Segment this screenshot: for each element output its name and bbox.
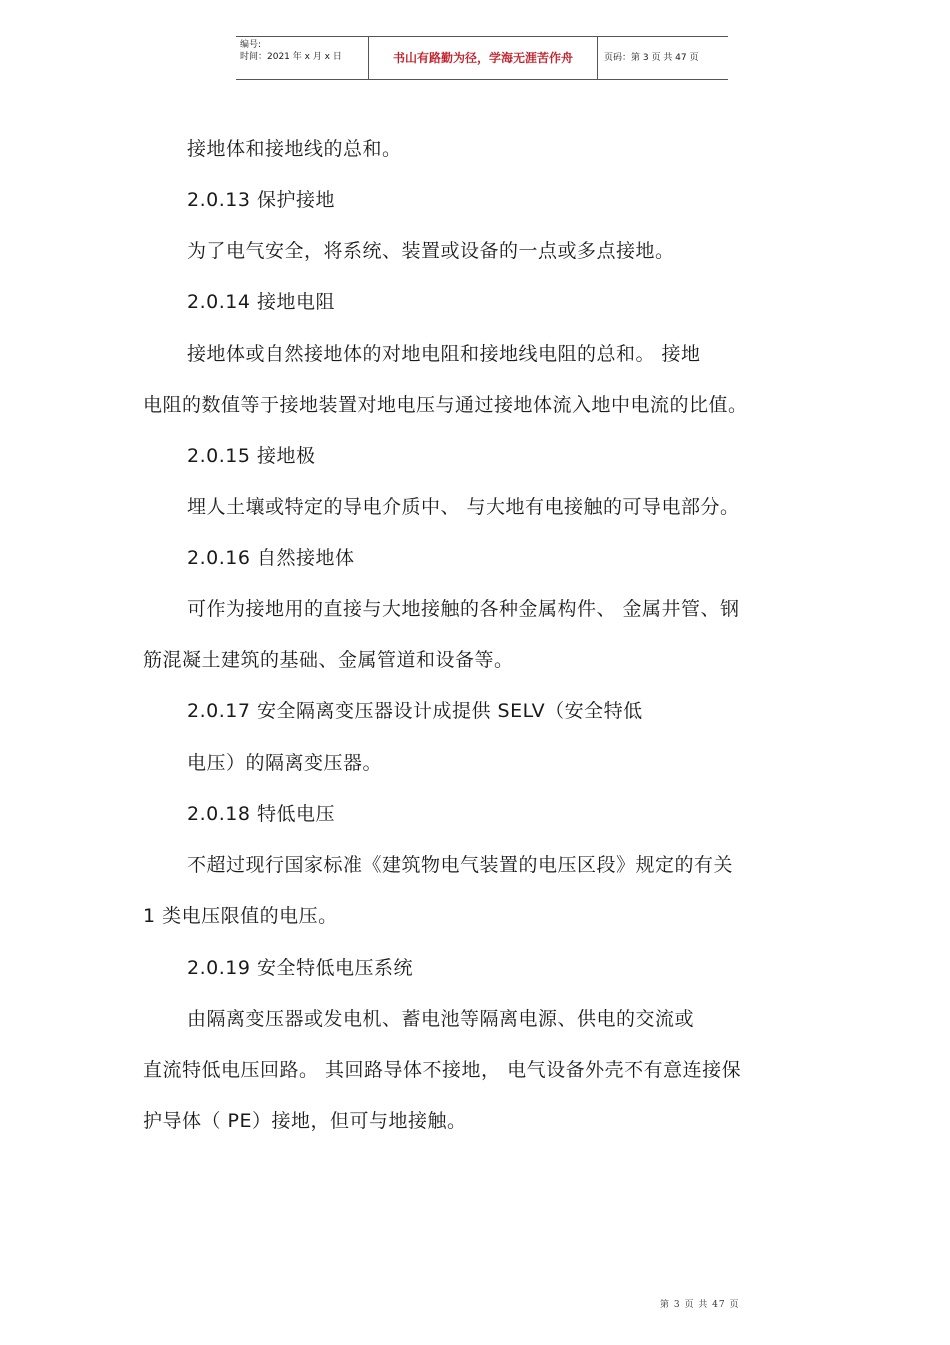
body-line: 不超过现行国家标准《建筑物电气装置的电压区段》规定的有关 <box>187 854 734 876</box>
section-heading: 2.0.16 自然接地体 <box>187 547 355 569</box>
body-line: 直流特低电压回路。 其回路导体不接地， 电气设备外壳不有意连接保 <box>143 1059 742 1081</box>
header-meta <box>236 37 369 79</box>
body-line: 护导体（ PE）接地，但可与地接触。 <box>143 1110 467 1132</box>
body-line: 为了电气安全，将系统、装置或设备的一点或多点接地。 <box>187 240 675 262</box>
body-line: 可作为接地用的直接与大地接触的各种金属构件、 金属井管、钢 <box>187 598 740 620</box>
body-line: 筋混凝土建筑的基础、金属管道和设备等。 <box>143 649 514 671</box>
header-page-info-cell <box>598 37 728 79</box>
section-heading: 2.0.15 接地极 <box>187 445 316 467</box>
body-line: 由隔离变压器或发电机、蓄电池等隔离电源、供电的交流或 <box>187 1008 695 1030</box>
time-label: 时间：2021 年 x 月 x 日 <box>240 52 342 62</box>
section-heading: 2.0.17 安全隔离变压器设计成提供 SELV（安全特低 <box>187 700 643 722</box>
section-heading: 2.0.14 接地电阻 <box>187 291 335 313</box>
number-label: 编号: <box>240 40 262 50</box>
section-heading: 2.0.19 安全特低电压系统 <box>187 957 413 979</box>
section-heading: 2.0.18 特低电压 <box>187 803 335 825</box>
body-line: 接地体或自然接地体的对地电阻和接地线电阻的总和。 接地 <box>187 343 701 365</box>
page-header <box>236 36 728 80</box>
body-line: 接地体和接地线的总和。 <box>187 138 402 160</box>
header-page-info: 页码：第 3 页 共 47 页 <box>604 53 699 63</box>
body-line: 埋人土壤或特定的导电介质中、 与大地有电接触的可导电部分。 <box>187 496 740 518</box>
body-line: 1 类电压限值的电压。 <box>143 905 338 927</box>
body-line: 电阻的数值等于接地装置对地电压与通过接地体流入地中电流的比值。 <box>143 394 748 416</box>
body-line: 电压）的隔离变压器。 <box>187 752 383 774</box>
section-heading: 2.0.13 保护接地 <box>187 189 335 211</box>
header-motto-cell <box>369 37 598 79</box>
page-footer: 第 3 页 共 47 页 <box>660 1300 740 1310</box>
header-motto: 书山有路勤为径，学海无涯苦作舟 <box>392 51 573 65</box>
